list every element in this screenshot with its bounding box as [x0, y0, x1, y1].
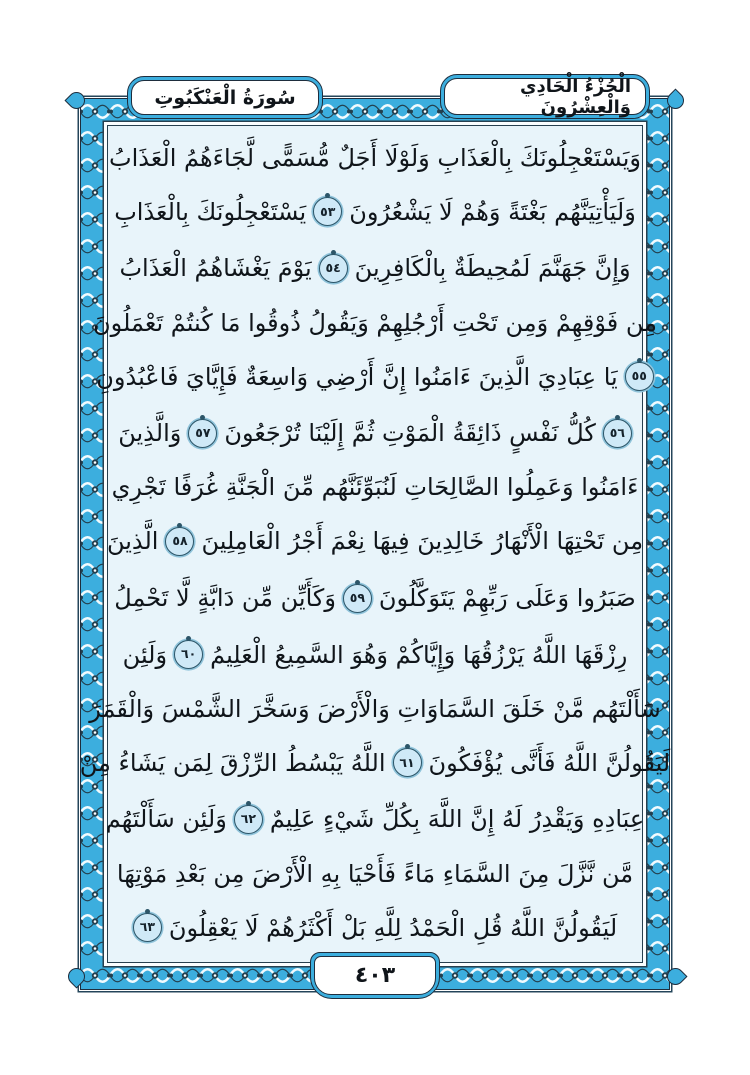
quran-text-segment: صَبَرُوا وَعَلَى رَبِّهِمْ يَتَوَكَّلُونَ — [378, 584, 636, 613]
quran-lines-container — [79, 126, 671, 962]
ayah-number-medallion: ٥٤ — [319, 254, 348, 283]
quran-line — [118, 913, 632, 942]
quran-text-segment: وَلَئِن — [122, 640, 168, 669]
text-area — [79, 125, 671, 963]
quran-text-segment: لَيَقُولُنَّ اللَّهُ فَأَنَّى يُؤْفَكُونَ — [428, 748, 671, 777]
quran-text-segment: وَلَئِن سَأَلْتَهُم — [105, 805, 227, 834]
quran-text-segment: وَالَّذِينَ — [118, 419, 182, 448]
quran-line — [106, 527, 644, 556]
ayah-number-medallion: ٦٣ — [133, 913, 162, 942]
quran-line — [105, 805, 645, 834]
quran-line — [108, 143, 642, 172]
quran-line — [118, 419, 632, 448]
ayah-number-medallion: ٥٧ — [188, 419, 217, 448]
ayah-number-medallion: ٥٩ — [343, 584, 372, 613]
quran-line — [114, 584, 636, 613]
quran-line — [111, 473, 639, 502]
quran-line — [93, 308, 657, 337]
ayah-number-medallion: ٦٠ — [174, 640, 203, 669]
quran-text-segment: يَوْمَ يَغْشَاهُمُ الْعَذَابُ — [119, 254, 312, 283]
quran-line — [114, 197, 636, 226]
quran-line — [118, 640, 632, 669]
ayah-number-medallion: ٦٢ — [234, 805, 263, 834]
surah-name-label: سُورَةُ الْعَنْكَبُوتِ — [131, 80, 319, 115]
quran-line — [118, 254, 632, 283]
quran-text-segment: مِن فَوْقِهِمْ وَمِن تَحْتِ أَرْجُلِهِمْ وَيَقُولُ ذُوقُوا مَا كُنتُمْ تَعْمَلُونَ — [93, 308, 657, 337]
quran-text-segment: لَيَقُولُنَّ اللَّهُ قُلِ الْحَمْدُ لِلَّهِ بَلْ أَكْثَرُهُمْ لَا يَعْقِلُونَ — [168, 913, 618, 942]
quran-text-segment: ءَامَنُوا وَعَمِلُوا الصَّالِحَاتِ لَنُبَوِّئَنَّهُم مِّنَ الْجَنَّةِ غُرَفًا تَجْرِي — [111, 473, 639, 502]
juz-number-cartouche — [440, 74, 650, 119]
juz-number-label: الْجُزْءُ الْحَادِي وَالْعِشْرُونَ — [444, 78, 646, 115]
ayah-number-medallion: ٥٦ — [603, 419, 632, 448]
quran-text-segment: يَا عِبَادِيَ الَّذِينَ ءَامَنُوا إِنَّ أَرْضِي وَاسِعَةٌ فَإِيَّايَ فَاعْبُدُونِ — [96, 362, 618, 391]
ayah-number-medallion: ٥٨ — [165, 527, 194, 556]
page-number-cartouche — [310, 952, 440, 999]
quran-text-segment: رِزْقَهَا اللَّهُ يَرْزُقُهَا وَإِيَّاكُمْ وَهُوَ السَّمِيعُ الْعَلِيمُ — [210, 640, 628, 669]
quran-text-segment: سَأَلْتَهُم مَّنْ خَلَقَ السَّمَاوَاتِ وَالْأَرْضَ وَسَخَّرَ الشَّمْسَ وَالْقَمَرَ — [89, 694, 661, 723]
quran-line — [116, 859, 634, 888]
quran-text-segment: عِبَادِهِ وَيَقْدِرُ لَهُ إِنَّ اللَّهَ بِكُلِّ شَيْءٍ عَلِيمٌ — [269, 805, 645, 834]
quran-text-segment: وَإِنَّ جَهَنَّمَ لَمُحِيطَةٌ بِالْكَافِرِينَ — [354, 254, 631, 283]
quran-text-segment: مِن تَحْتِهَا الْأَنْهَارُ خَالِدِينَ فِيهَا نِعْمَ أَجْرُ الْعَامِلِينَ — [201, 527, 644, 556]
quran-text-segment: كُلُّ نَفْسٍ ذَائِقَةُ الْمَوْتِ ثُمَّ إِلَيْنَا تُرْجَعُونَ — [224, 419, 596, 448]
quran-text-segment: الَّذِينَ — [106, 527, 159, 556]
surah-name-cartouche — [127, 76, 323, 119]
quran-text-segment: وَيَسْتَعْجِلُونَكَ بِالْعَذَابِ وَلَوْلَا أَجَلٌ مُّسَمًّى لَّجَاءَهُمُ الْعَذَابُ — [108, 143, 642, 172]
quran-text-segment: وَلَيَأْتِيَنَّهُم بَغْتَةً وَهُمْ لَا يَشْعُرُونَ — [349, 197, 636, 226]
ayah-number-medallion: ٦١ — [393, 748, 422, 777]
ayah-number-medallion: ٥٣ — [313, 197, 342, 226]
quran-line — [96, 362, 647, 391]
page-number-label: ٤٠٣ — [314, 956, 436, 995]
quran-line — [89, 694, 661, 723]
ayah-number-medallion: ٥٥ — [625, 362, 654, 391]
quran-line — [79, 748, 671, 777]
quran-text-segment: مَّن نَّزَّلَ مِنَ السَّمَاءِ مَاءً فَأَحْيَا بِهِ الْأَرْضَ مِن بَعْدِ مَوْتِهَا — [116, 859, 634, 888]
quran-text-segment: يَسْتَعْجِلُونَكَ بِالْعَذَابِ — [114, 197, 307, 226]
quran-text-segment: وَكَأَيِّن مِّن دَابَّةٍ لَّا تَحْمِلُ — [114, 584, 336, 613]
quran-text-segment: اللَّهُ يَبْسُطُ الرِّزْقَ لِمَن يَشَاءُ مِنْ — [79, 748, 386, 777]
